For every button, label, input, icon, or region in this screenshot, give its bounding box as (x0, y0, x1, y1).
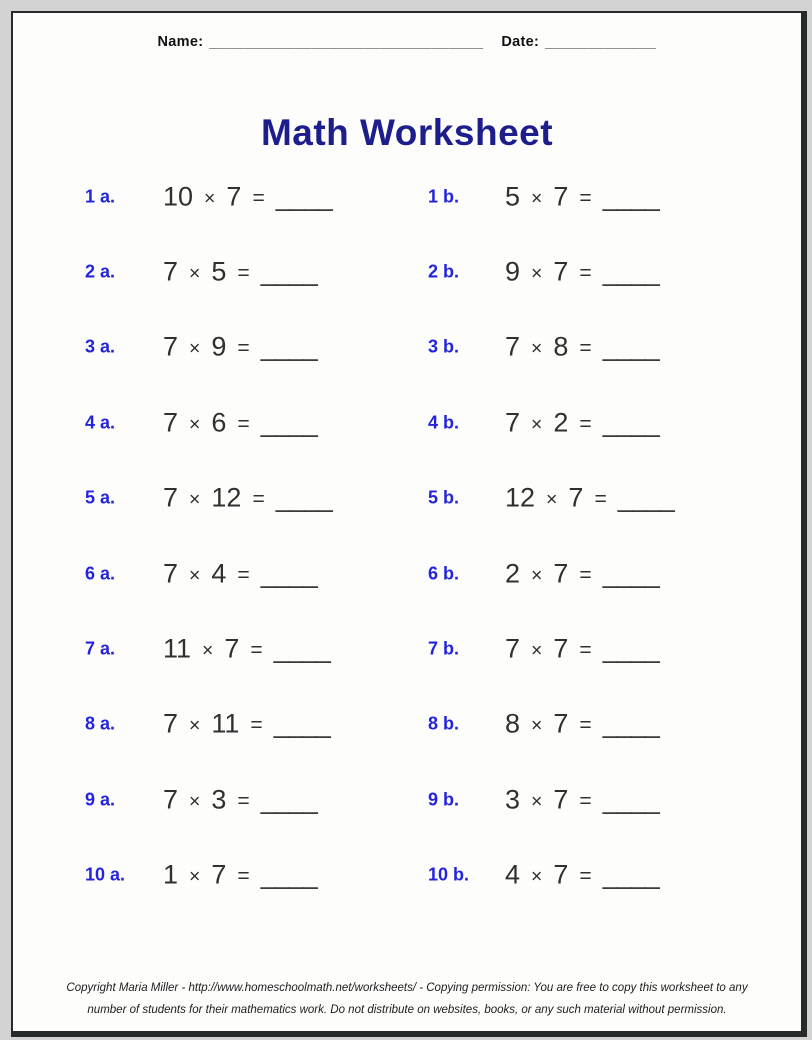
factor-1: 9 (505, 256, 521, 287)
multiplication-sign: × (531, 564, 543, 587)
multiplication-sign: × (189, 714, 201, 737)
factor-1: 12 (505, 482, 536, 513)
answer-blank: ____ (602, 331, 659, 362)
problem-expression-a (163, 860, 317, 891)
problem-expression-b (505, 558, 659, 589)
factor-1: 7 (163, 407, 179, 438)
equals-sign: = (579, 412, 592, 436)
factor-2: 7 (553, 633, 569, 664)
answer-blank: ____ (260, 331, 317, 362)
answer-blank: ____ (260, 256, 317, 287)
factor-1: 7 (163, 256, 179, 287)
answer-blank: ____ (602, 708, 659, 739)
problem-label-a: 1 a. (85, 186, 116, 207)
equals-sign: = (237, 864, 250, 888)
problem-expression-a (163, 257, 317, 288)
problem-expression-b (505, 634, 659, 665)
answer-blank: ____ (275, 482, 332, 513)
factor-1: 7 (505, 331, 521, 362)
multiplication-sign: × (531, 865, 543, 888)
problem-label-b: 1 b. (428, 186, 460, 207)
answer-blank: ____ (602, 407, 659, 438)
problem-label-b: 4 b. (428, 412, 460, 433)
multiplication-sign: × (189, 413, 201, 436)
problem-row (13, 838, 801, 913)
multiplication-sign: × (531, 187, 543, 210)
answer-blank: ____ (602, 859, 659, 890)
factor-2: 7 (211, 859, 227, 890)
answer-blank: ____ (602, 181, 659, 212)
multiplication-sign: × (189, 865, 201, 888)
factor-2: 7 (553, 181, 569, 212)
multiplication-sign: × (189, 262, 201, 285)
equals-sign: = (250, 713, 263, 737)
factor-1: 10 (163, 181, 194, 212)
problem-label-a: 6 a. (85, 563, 116, 584)
problem-expression-b (505, 483, 674, 514)
equals-sign: = (252, 487, 265, 511)
multiplication-sign: × (531, 714, 543, 737)
factor-2: 7 (553, 256, 569, 287)
multiplication-sign: × (546, 488, 558, 511)
problem-row (13, 385, 801, 460)
factor-2: 7 (224, 633, 240, 664)
factor-1: 2 (505, 558, 521, 589)
factor-1: 1 (163, 859, 179, 890)
equals-sign: = (237, 412, 250, 436)
factor-1: 7 (505, 633, 521, 664)
problem-row (13, 310, 801, 385)
problem-row (13, 687, 801, 762)
problem-expression-b (505, 709, 659, 740)
problem-label-b: 7 b. (428, 638, 460, 659)
equals-sign: = (579, 713, 592, 737)
answer-blank: ____ (602, 784, 659, 815)
problem-expression-a (163, 332, 317, 363)
equals-sign: = (252, 186, 265, 210)
problem-label-a: 8 a. (85, 713, 116, 734)
equals-sign: = (579, 789, 592, 813)
factor-1: 7 (163, 784, 179, 815)
name-label: Name: (157, 34, 204, 50)
problem-expression-a (163, 407, 317, 438)
problem-expression-b (505, 181, 659, 212)
multiplication-sign: × (202, 639, 214, 662)
header-row (13, 34, 801, 50)
problem-label-a: 5 a. (85, 487, 116, 508)
problem-label-a: 9 a. (85, 789, 116, 810)
factor-2: 9 (211, 331, 227, 362)
problem-expression-b (505, 257, 659, 288)
problem-row (13, 762, 801, 837)
problem-label-a: 10 a. (85, 864, 126, 885)
factor-2: 8 (553, 331, 569, 362)
problem-row (13, 159, 801, 234)
multiplication-sign: × (189, 790, 201, 813)
answer-blank: ____ (260, 558, 317, 589)
multiplication-sign: × (189, 488, 201, 511)
problem-expression-a (163, 181, 332, 212)
problem-expression-a (163, 483, 332, 514)
problem-expression-b (505, 784, 659, 815)
problem-label-b: 9 b. (428, 789, 460, 810)
problem-label-b: 10 b. (428, 864, 470, 885)
answer-blank: ____ (617, 482, 674, 513)
problems-grid (13, 159, 801, 913)
factor-1: 7 (505, 407, 521, 438)
problem-label-a: 2 a. (85, 261, 116, 282)
answer-blank: ____ (260, 784, 317, 815)
equals-sign: = (579, 261, 592, 285)
factor-2: 4 (211, 558, 227, 589)
problem-label-a: 7 a. (85, 638, 116, 659)
problem-expression-a (163, 709, 330, 740)
problem-label-a: 3 a. (85, 336, 116, 357)
equals-sign: = (237, 563, 250, 587)
answer-blank: ____ (260, 859, 317, 890)
equals-sign: = (237, 336, 250, 360)
problem-row (13, 536, 801, 611)
equals-sign: = (579, 638, 592, 662)
problem-row (13, 234, 801, 309)
equals-sign: = (579, 186, 592, 210)
answer-blank: ____ (273, 633, 330, 664)
problem-expression-a (163, 784, 317, 815)
multiplication-sign: × (531, 790, 543, 813)
date-label: Date: (501, 34, 540, 50)
copyright-line-2: number of students for their mathematics work. Do not distribute on websites, books, or any such material without permission. (87, 1004, 727, 1016)
equals-sign: = (579, 336, 592, 360)
factor-2: 7 (226, 181, 242, 212)
multiplication-sign: × (531, 337, 543, 360)
copyright-line-1: Copyright Maria Miller - http://www.homeschoolmath.net/worksheets/ - Copying permission: You are free to copy this worksheet to any (66, 982, 748, 994)
multiplication-sign: × (531, 639, 543, 662)
problem-expression-b (505, 332, 659, 363)
multiplication-sign: × (189, 564, 201, 587)
date-blank-line: _____________ (545, 34, 657, 50)
multiplication-sign: × (189, 337, 201, 360)
factor-2: 6 (211, 407, 227, 438)
factor-1: 7 (163, 482, 179, 513)
answer-blank: ____ (602, 558, 659, 589)
equals-sign: = (594, 487, 607, 511)
factor-2: 3 (211, 784, 227, 815)
factor-2: 7 (553, 784, 569, 815)
page-title: Math Worksheet (260, 112, 554, 153)
equals-sign: = (237, 789, 250, 813)
multiplication-sign: × (531, 413, 543, 436)
factor-1: 7 (163, 331, 179, 362)
problem-label-a: 4 a. (85, 412, 116, 433)
factor-2: 2 (553, 407, 569, 438)
problem-label-b: 3 b. (428, 336, 460, 357)
factor-2: 7 (553, 708, 569, 739)
factor-1: 3 (505, 784, 521, 815)
answer-blank: ____ (260, 407, 317, 438)
equals-sign: = (579, 563, 592, 587)
factor-1: 11 (163, 633, 192, 664)
answer-blank: ____ (275, 181, 332, 212)
problem-label-b: 6 b. (428, 563, 460, 584)
name-blank-line: ________________________________ (209, 34, 484, 50)
factor-2: 12 (211, 482, 242, 513)
problem-expression-a (163, 558, 317, 589)
worksheet-page (11, 11, 807, 1037)
problem-row (13, 611, 801, 686)
multiplication-sign: × (531, 262, 543, 285)
problem-expression-a (163, 634, 330, 665)
factor-1: 4 (505, 859, 521, 890)
answer-blank: ____ (602, 256, 659, 287)
factor-1: 7 (163, 558, 179, 589)
answer-blank: ____ (273, 708, 330, 739)
problem-label-b: 2 b. (428, 261, 460, 282)
problem-expression-b (505, 860, 659, 891)
factor-2: 7 (568, 482, 584, 513)
factor-1: 7 (163, 708, 179, 739)
equals-sign: = (250, 638, 263, 662)
factor-2: 7 (553, 859, 569, 890)
factor-1: 5 (505, 181, 521, 212)
problem-label-b: 5 b. (428, 487, 460, 508)
equals-sign: = (579, 864, 592, 888)
factor-2: 5 (211, 256, 227, 287)
problem-label-b: 8 b. (428, 713, 460, 734)
factor-1: 8 (505, 708, 521, 739)
copyright-footer (13, 977, 801, 1021)
factor-2: 11 (211, 708, 240, 739)
problem-row (13, 461, 801, 536)
factor-2: 7 (553, 558, 569, 589)
equals-sign: = (237, 261, 250, 285)
answer-blank: ____ (602, 633, 659, 664)
problem-expression-b (505, 407, 659, 438)
multiplication-sign: × (204, 187, 216, 210)
